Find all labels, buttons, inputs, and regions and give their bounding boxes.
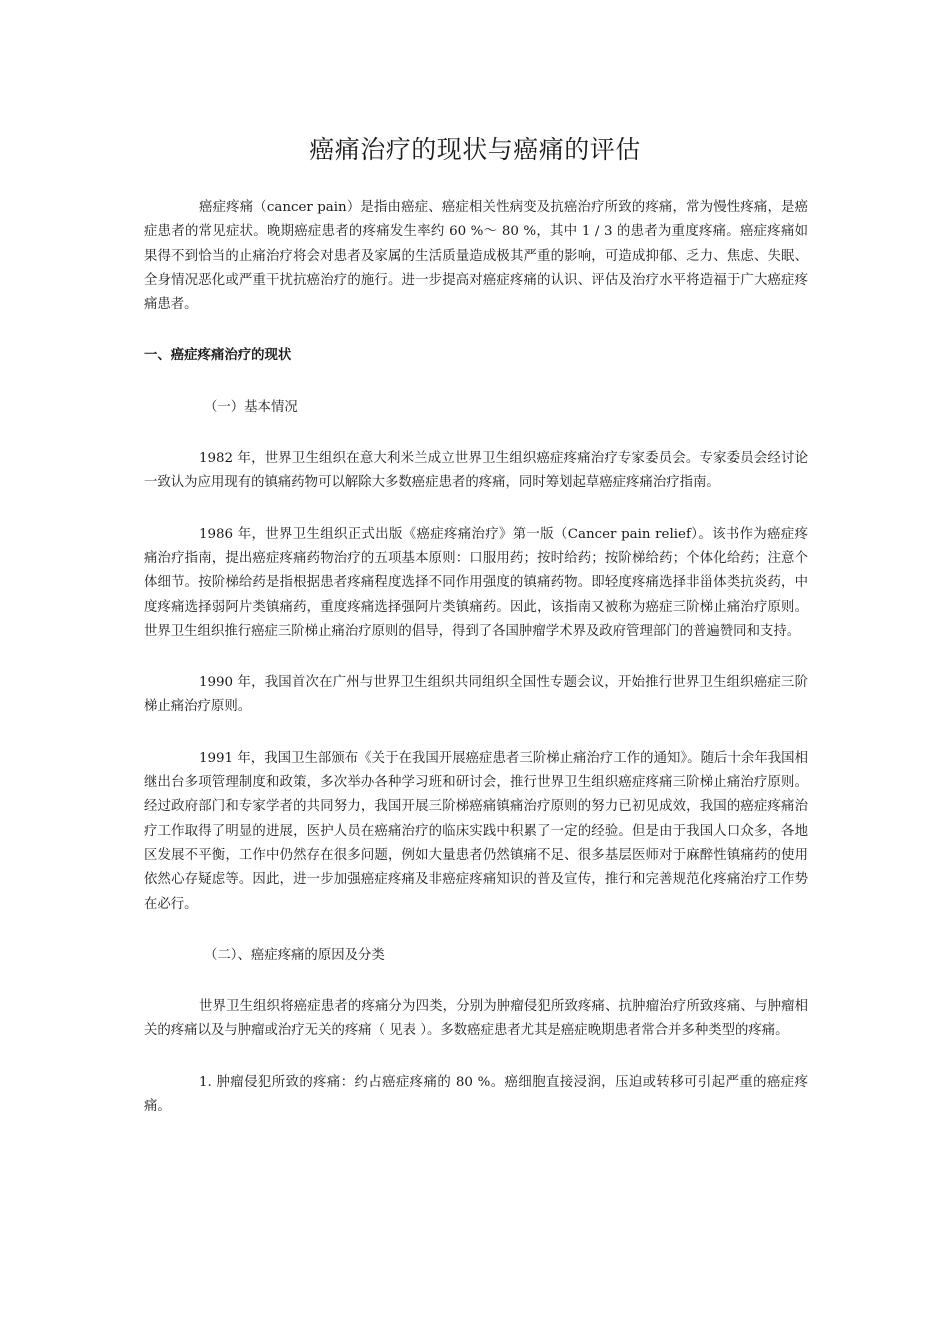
document-body bbox=[144, 196, 808, 1119]
section-heading-status: 一、癌症疼痛治疗的现状 bbox=[144, 348, 292, 364]
intro-paragraph: 癌症疼痛（cancer pain）是指由癌症、癌症相关性病变及抗癌治疗所致的疼痛，常为慢性疼痛，是癌症患者的常见症状。晚期癌症患者的疼痛发生率约 60 %～ 80 %，其中 1 / 3 的患者为重度疼痛。癌症疼痛如果得不到恰当的止痛治疗将会对患者及家属的生活质量造成极其严重的影响，可造成抑郁、乏力、焦虑、失眠、全身情况恶化或严重干扰抗癌治疗的施行。进一步提高对癌症疼痛的认识、评估及治疗水平将造福于广大癌症疼痛患者。 bbox=[144, 200, 808, 313]
paragraph-1986: 1986 年，世界卫生组织正式出版《癌症疼痛治疗》第一版（Cancer pain relief）。该书作为癌症疼痛治疗指南，提出癌症疼痛药物治疗的五项基本原则：口服用药；按时给药；按阶梯给药；个体化给药；注意个体细节。按阶梯给药是指根据患者疼痛程度选择不同作用强度的镇痛药物。即轻度疼痛选择非甾体类抗炎药，中度疼痛选择弱阿片类镇痛药，重度疼痛选择强阿片类镇痛药。因此，该指南又被称为癌症三阶梯止痛治疗原则。世界卫生组织推行癌症三阶梯止痛治疗原则的倡导，得到了各国肿瘤学术界及政府管理部门的普遍赞同和支持。 bbox=[144, 526, 808, 639]
subheading-causes-classification: （二）、癌症疼痛的原因及分类 bbox=[204, 947, 385, 963]
list-item-tumor-invasion: 1. 肿瘤侵犯所致的疼痛：约占癌症疼痛的 80 %。癌细胞直接浸润，压迫或转移可引起严重的癌症疼痛。 bbox=[144, 1074, 808, 1115]
paragraph-1990: 1990 年，我国首次在广州与世界卫生组织共同组织全国性专题会议，开始推行世界卫生组织癌症三阶梯止痛治疗原则。 bbox=[144, 675, 808, 715]
subheading-basic-situation: （一）基本情况 bbox=[204, 399, 298, 415]
paragraph-1991: 1991 年，我国卫生部颁布《关于在我国开展癌症患者三阶梯止痛治疗工作的通知》。随后十余年我国相继出台多项管理制度和政策，多次举办各种学习班和研讨会，推行世界卫生组织癌症疼痛三阶梯止痛治疗原则。经过政府部门和专家学者的共同努力，我国开展三阶梯癌痛镇痛治疗原则的努力已初见成效，我国的癌症疼痛治疗工作取得了明显的进展，医护人员在癌痛治疗的临床实践中积累了一定的经验。但是由于我国人口众多，各地区发展不平衡，工作中仍然存在很多问题，例如大量患者仍然镇痛不足、很多基层医师对于麻醉性镇痛药的使用依然心存疑虑等。因此，进一步加强癌症疼痛及非癌症疼痛知识的普及宣传，推行和完善规范化疼痛治疗工作势在必行。 bbox=[144, 750, 808, 912]
document-title: 癌痛治疗的现状与癌痛的评估 bbox=[309, 135, 641, 164]
paragraph-1982: 1982 年，世界卫生组织在意大利米兰成立世界卫生组织癌症疼痛治疗专家委员会。专家委员会经讨论一致认为应用现有的镇痛药物可以解除大多数癌症患者的疼痛，同时筹划起草癌症疼痛治疗指南。 bbox=[144, 451, 808, 491]
paragraph-who-classification: 世界卫生组织将癌症患者的疼痛分为四类，分别为肿瘤侵犯所致疼痛、抗肿瘤治疗所致疼痛、与肿瘤相关的疼痛以及与肿瘤或治疗无关的疼痛（ 见表 ）。多数癌症患者尤其是癌症晚期患者常合并多种类型的疼痛。 bbox=[144, 999, 808, 1039]
